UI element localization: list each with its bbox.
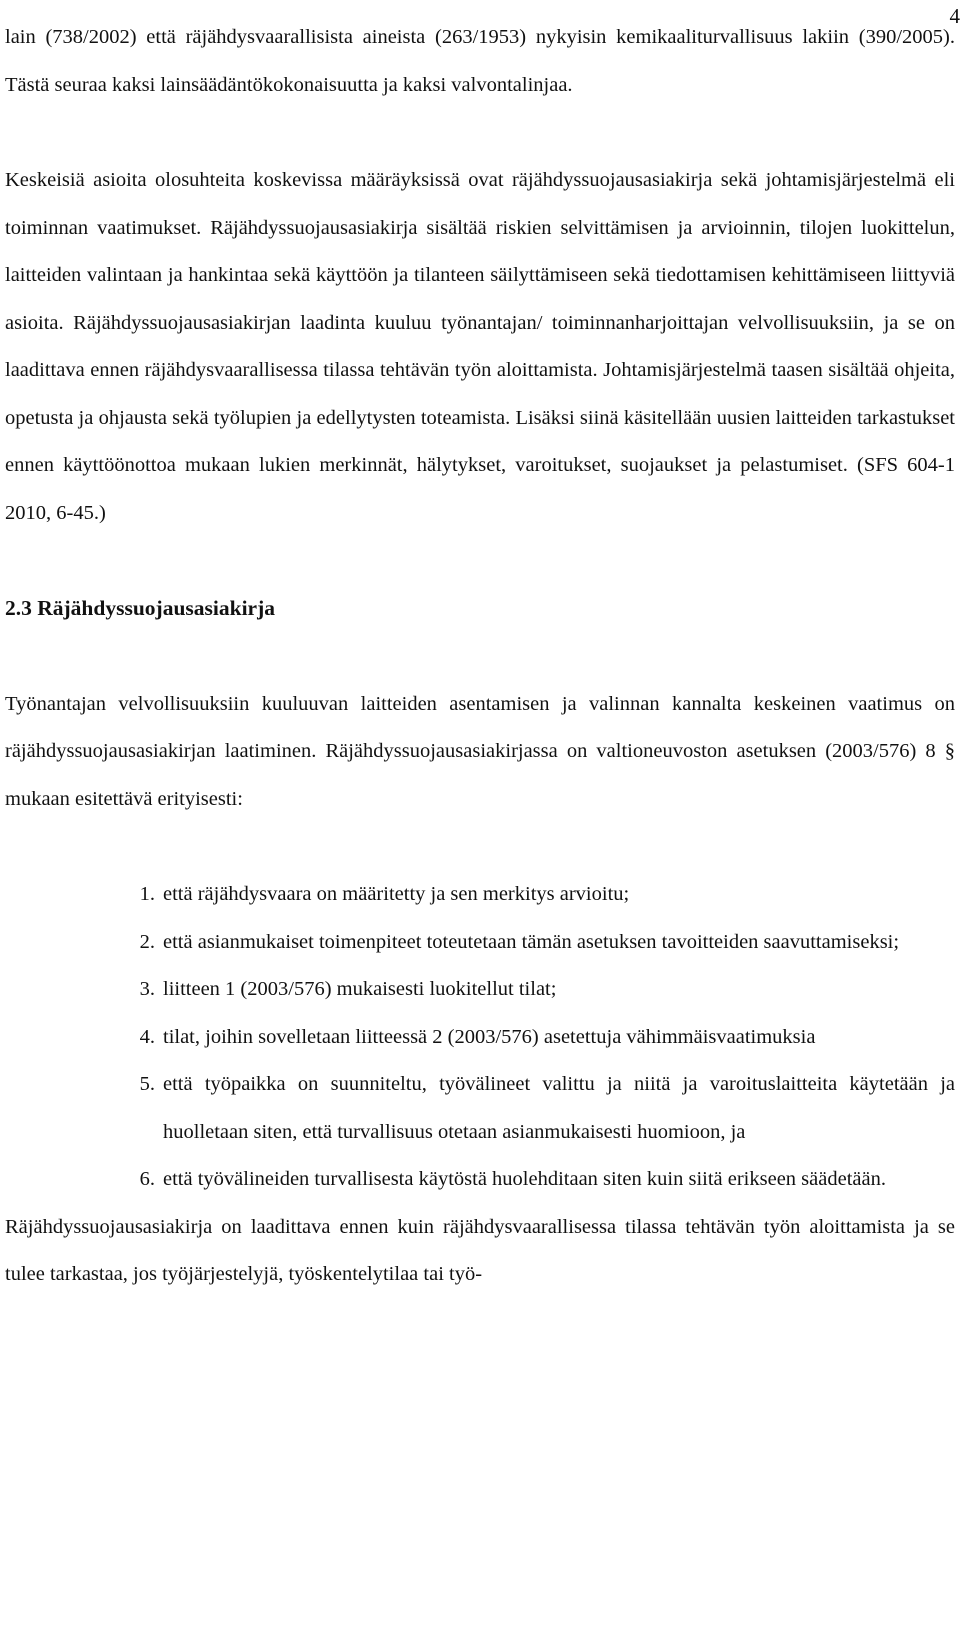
list-item-text: että työpaikka on suunniteltu, työvälineet valittu ja niitä ja varoituslaitteita käytetään ja huolletaan siten, että turvallisuus otetaan asianmukaisesti huomioon, ja [163,1073,955,1143]
section-number: 2.3 [5,596,32,620]
requirements-list [5,871,955,1204]
paragraph-employer-duties: Työnantajan velvollisuuksiin kuuluuvan laitteiden asentamisen ja valinnan kannalta keskeinen vaatimus on räjähdyssuojausasiakirjan laatiminen. Räjähdyssuojausasiakirjassa on valtioneuvoston asetuksen (2003/576) 8 § mukaan esitettävä erityisesti: [5,692,955,810]
list-item-text: että räjähdysvaara on määritetty ja sen merkitys arvioitu; [163,883,630,905]
list-item-number: 2. [139,930,155,953]
list-item-number: 4. [139,1025,155,1048]
document-body [5,14,955,1299]
list-item [5,1061,955,1156]
page-number: 4 [949,4,960,28]
section-heading [5,585,955,633]
list-item [5,1156,955,1204]
list-item-number: 5. [139,1073,155,1095]
list-item-text: että asianmukaiset toimenpiteet toteutetaan tämän asetuksen tavoitteiden saavuttamiseksi; [163,930,900,953]
list-item-number: 6. [139,1168,155,1190]
list-item [5,919,955,967]
list-item [5,1014,955,1062]
list-item-text: tilat, joihin sovelletaan liitteessä 2 (2003/576) asetettuja vähimmäisvaatimuksia [163,1025,816,1048]
section-title: Räjähdyssuojausasiakirja [37,596,275,620]
list-item-text: liitteen 1 (2003/576) mukaisesti luokitellut tilat; [163,978,557,1000]
list-item [5,966,955,1014]
paragraph-gap [5,633,955,681]
list-item [5,871,955,919]
list-item-text: että työvälineiden turvallisesta käytöstä huolehditaan siten kuin siitä erikseen säädetään. [163,1168,886,1190]
paragraph-gap [5,109,955,157]
paragraph-key-matters: Keskeisiä asioita olosuhteita koskevissa määräyksissä ovat räjähdyssuojausasiakirja sekä johtamisjärjestelmä eli toiminnan vaatimukset. Räjähdyssuojausasiakirja sisältää riskien selvittämisen ja arvioinnin, tilojen luokittelun, laitteiden valintaan ja hankintaa sekä käyttöön ja tilanteen säilyttämiseen sekä tiedottamisen kehittämiseen liittyviä asioita. Räjähdyssuojausasiakirjan laadinta kuuluu työnantajan/ toiminnanharjoittajan velvollisuuksiin, ja se on laadittava ennen räjähdysvaarallisessa tilassa tehtävän työn aloittamista. Johtamisjärjestelmä taasen sisältää ohjeita, opetusta ja ohjausta sekä työlupien ja edellytysten toteamista. Lisäksi siinä käsitellään uusien laitteiden tarkastukset ennen käyttöönottoa mukaan lukien merkinnät, hälytykset, varoitukset, suojaukset ja pelastumiset. (SFS 604-1 2010, 6-45.) [5,169,955,524]
paragraph-gap [5,537,955,585]
list-item-number: 1. [139,883,155,905]
paragraph-intro: lain (738/2002) että räjähdysvaarallisista aineista (263/1953) nykyisin kemikaaliturvallisuus lakiin (390/2005). Tästä seuraa kaksi lainsäädäntökokonaisuutta ja kaksi valvontalinjaa. [5,26,955,96]
paragraph-document-timing: Räjähdyssuojausasiakirja on laadittava ennen kuin räjähdysvaarallisessa tilassa tehtävän työn aloittamista ja se tulee tarkastaa, jos työjärjestelyjä, työskentelytilaa tai työ- [5,1215,955,1285]
list-item-number: 3. [139,978,155,1000]
paragraph-gap [5,823,955,871]
